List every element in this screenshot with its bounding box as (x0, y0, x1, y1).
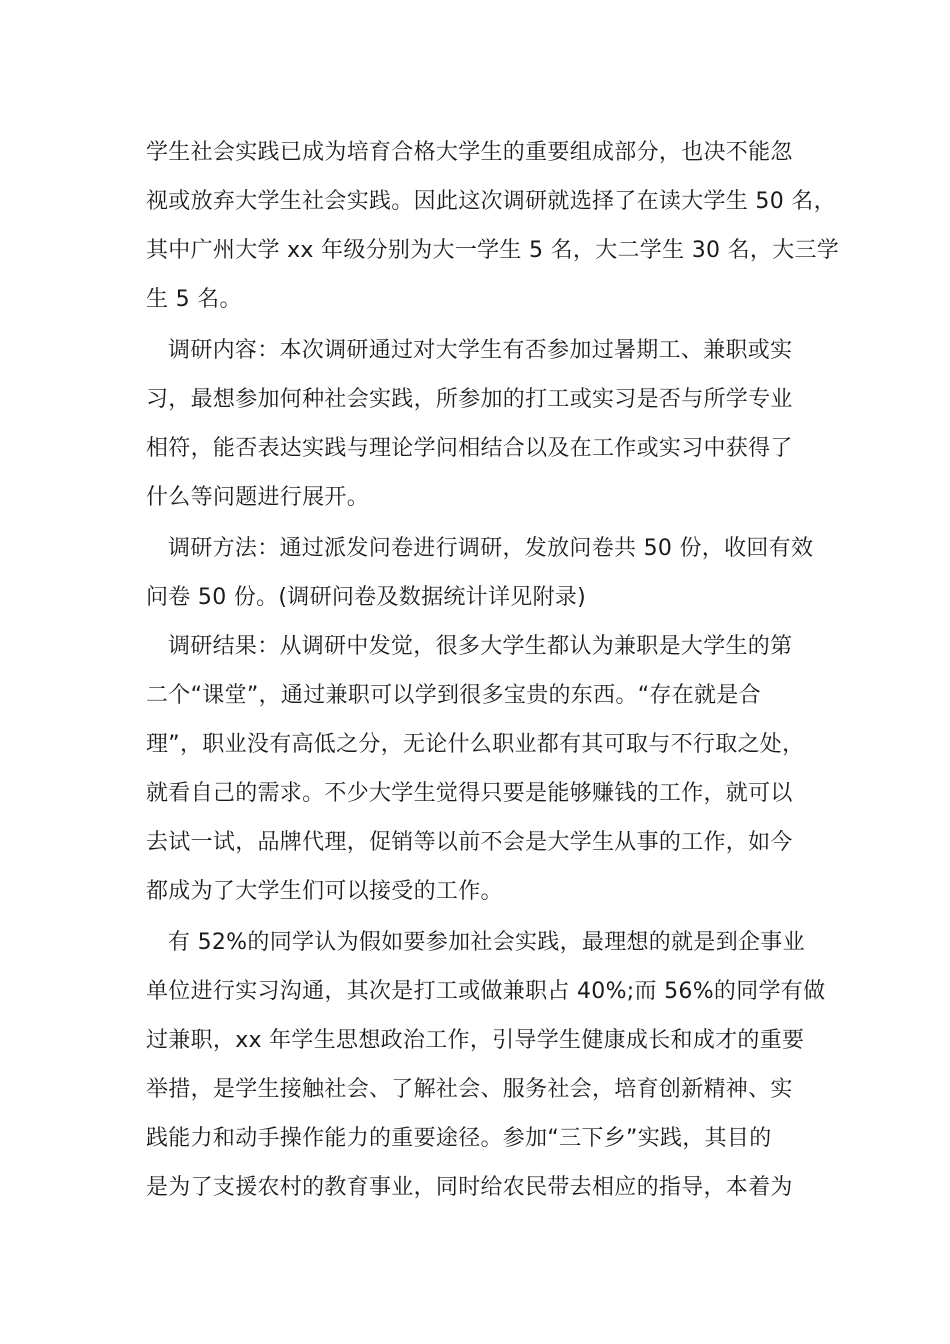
paragraph-first-line: 调研方法：通过派发问卷进行调研，发放问卷共 50 份，收回有效 (168, 536, 814, 561)
text-line: 践能力和动手操作能力的重要途径。参加“三下乡”实践，其目的 (146, 1126, 772, 1151)
text-line: 其中广州大学 xx 年级分别为大一学生 5 名，大二学生 30 名，大三学 (146, 238, 840, 263)
text-line: 习，最想参加何种社会实践，所参加的打工或实习是否与所学专业 (146, 387, 793, 412)
text-line: 学生社会实践已成为培育合格大学生的重要组成部分，也决不能忽 (146, 140, 793, 165)
text-line: 二个“课堂”，通过兼职可以学到很多宝贵的东西。“存在就是合 (146, 683, 761, 708)
text-line: 就看自己的需求。不少大学生觉得只要是能够赚钱的工作，就可以 (146, 781, 793, 806)
text-line: 都成为了大学生们可以接受的工作。 (146, 879, 503, 904)
text-line: 去试一试，品牌代理，促销等以前不会是大学生从事的工作，如今 (146, 830, 793, 855)
text-line: 是为了支援农村的教育事业，同时给农民带去相应的指导，本着为 (146, 1175, 793, 1200)
text-line: 理”，职业没有高低之分，无论什么职业都有其可取与不行取之处， (146, 732, 805, 757)
text-line: 举措，是学生接触社会、了解社会、服务社会，培育创新精神、实 (146, 1077, 793, 1102)
text-line: 什么等问题进行展开。 (146, 485, 370, 510)
text-line: 单位进行实习沟通，其次是打工或做兼职占 40%;而 56%的同学有做 (146, 979, 826, 1004)
text-line: 生 5 名。 (146, 287, 242, 312)
text-line: 视或放弃大学生社会实践。因此这次调研就选择了在读大学生 50 名， (146, 189, 836, 214)
text-line: 相符，能否表达实践与理论学问相结合以及在工作或实习中获得了 (146, 436, 793, 461)
paragraph-first-line: 有 52%的同学认为假如要参加社会实践，最理想的就是到企事业 (168, 930, 805, 955)
text-line: 问卷 50 份。(调研问卷及数据统计详见附录) (146, 585, 587, 610)
text-line: 过兼职，xx 年学生思想政治工作，引导学生健康成长和成才的重要 (146, 1028, 805, 1053)
paragraph-first-line: 调研内容：本次调研通过对大学生有否参加过暑期工、兼职或实 (168, 338, 793, 363)
paragraph-first-line: 调研结果：从调研中发觉，很多大学生都认为兼职是大学生的第 (168, 634, 793, 659)
